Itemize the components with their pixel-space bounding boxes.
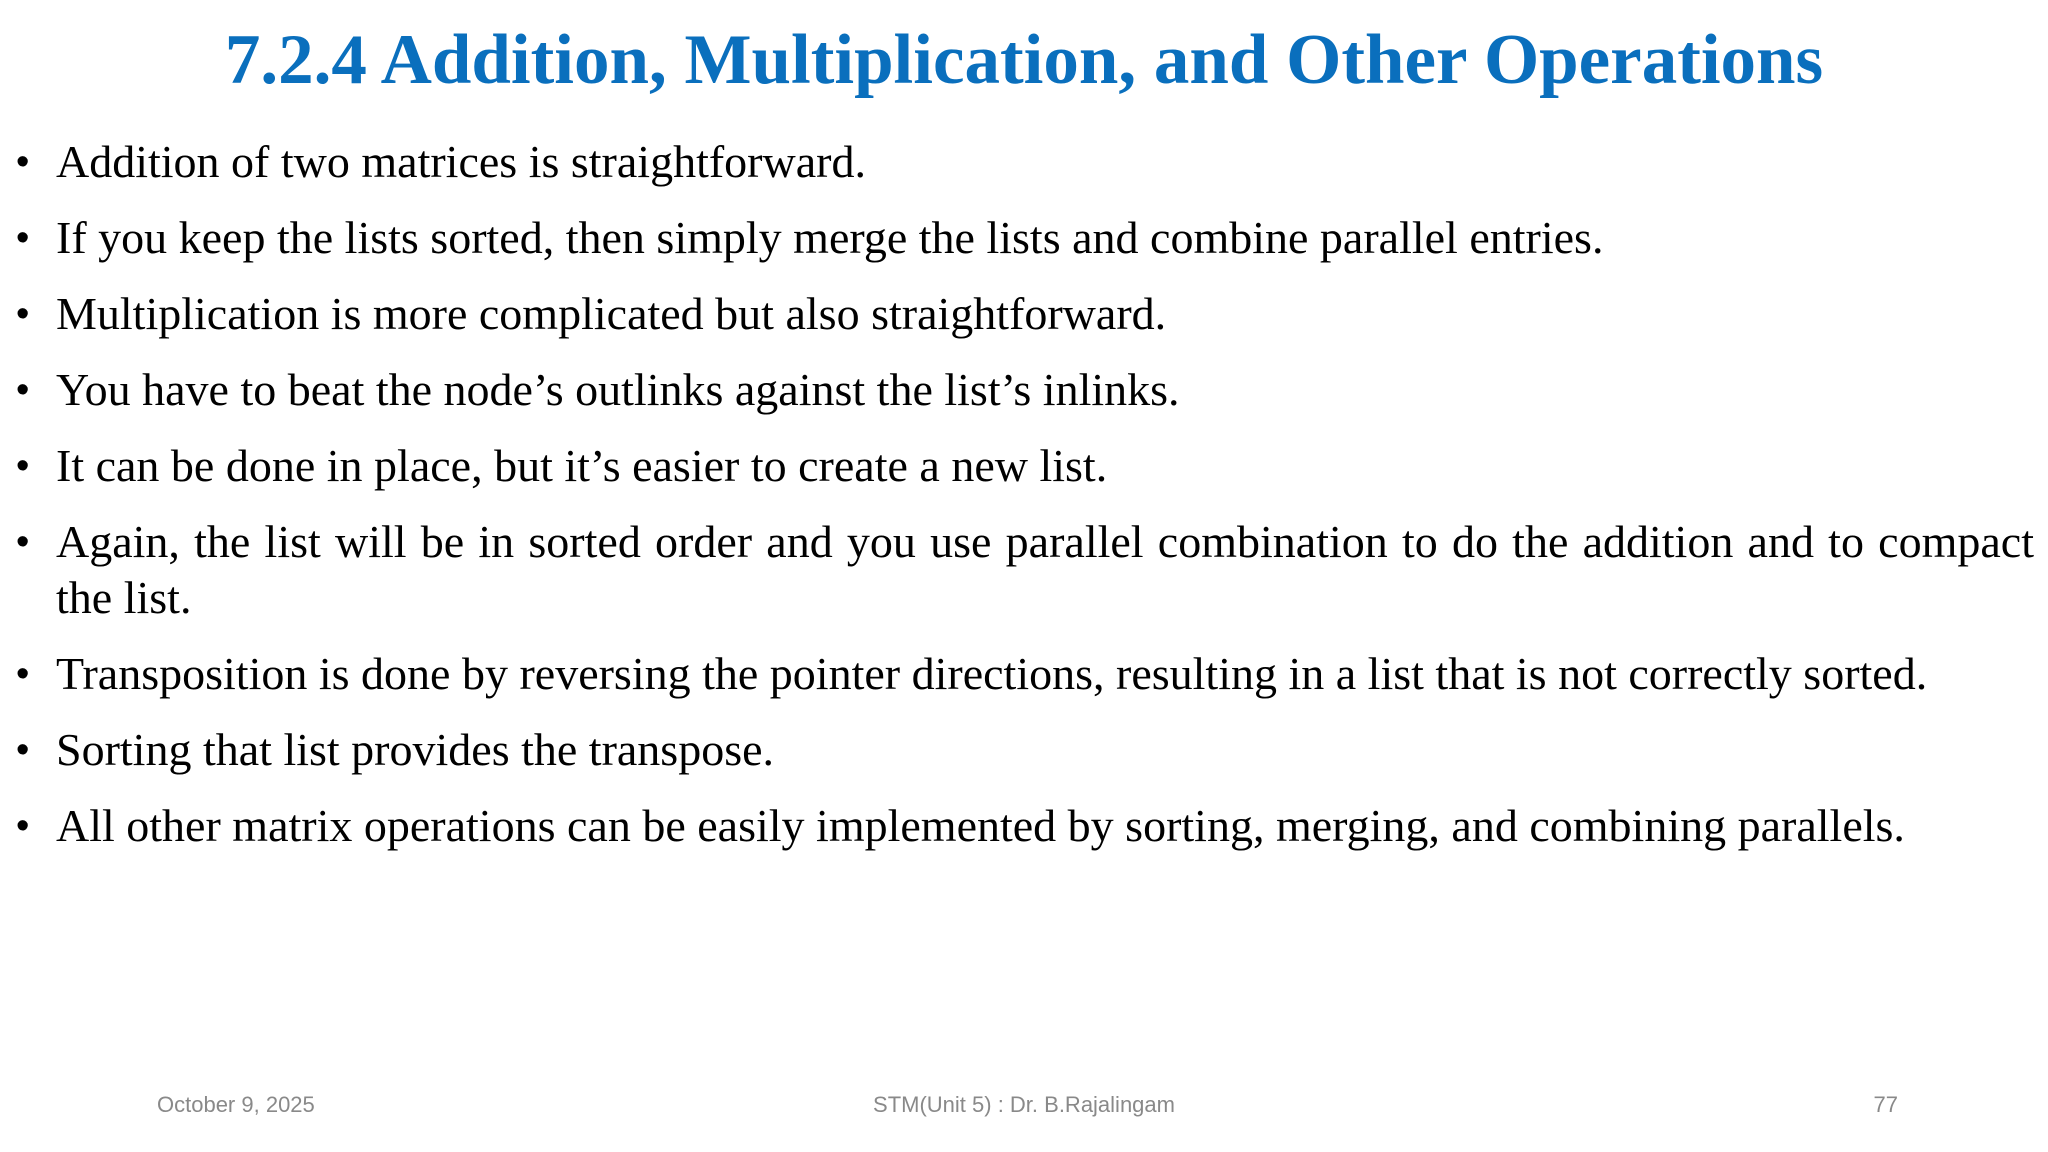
bullet-text: If you keep the lists sorted, then simply merge the lists and combine parallel entries.: [56, 212, 1604, 263]
bullet-text: Multiplication is more complicated but also straightforward.: [56, 288, 1167, 339]
bullet-marker: •: [16, 521, 30, 563]
bullet-text: Addition of two matrices is straightforward.: [56, 136, 866, 187]
bullet-marker: •: [16, 141, 30, 183]
bullet-marker: •: [16, 445, 30, 487]
bullet-text: It can be done in place, but it’s easier to create a new list.: [56, 440, 1108, 491]
bullet-text: You have to beat the node’s outlinks against the list’s inlinks.: [56, 364, 1180, 415]
bullet-item-6: [14, 514, 2034, 626]
bullet-item-5: [14, 438, 2034, 494]
bullet-marker: •: [16, 293, 30, 335]
bullet-item-8: [14, 722, 2034, 778]
bullet-item-4: [14, 362, 2034, 418]
bullet-marker: •: [16, 369, 30, 411]
bullet-marker: •: [16, 805, 30, 847]
bullet-item-2: [14, 210, 2034, 266]
bullet-text: Transposition is done by reversing the pointer directions, resulting in a list that is not correctly sorted.: [56, 648, 1928, 699]
footer-author: STM(Unit 5) : Dr. B.Rajalingam: [873, 1092, 1175, 1117]
bullet-item-3: [14, 286, 2034, 342]
bullet-text: All other matrix operations can be easily implemented by sorting, merging, and combining parallels.: [56, 800, 1905, 851]
bullet-list: [14, 134, 2034, 874]
slide-title: 7.2.4 Addition, Multiplication, and Other Operations: [224, 21, 1824, 99]
bullet-marker: •: [16, 729, 30, 771]
bullet-text: Again, the list will be in sorted order and you use parallel combination to do the addition and to compact the list.: [56, 516, 2034, 623]
footer-page-number: 77: [1873, 1092, 1898, 1117]
footer-date: October 9, 2025: [157, 1092, 315, 1117]
bullet-item-1: [14, 134, 2034, 190]
bullet-text: Sorting that list provides the transpose.: [56, 724, 775, 775]
bullet-marker: •: [16, 653, 30, 695]
bullet-item-7: [14, 646, 2034, 702]
bullet-marker: •: [16, 217, 30, 259]
bullet-item-9: [14, 798, 2034, 854]
